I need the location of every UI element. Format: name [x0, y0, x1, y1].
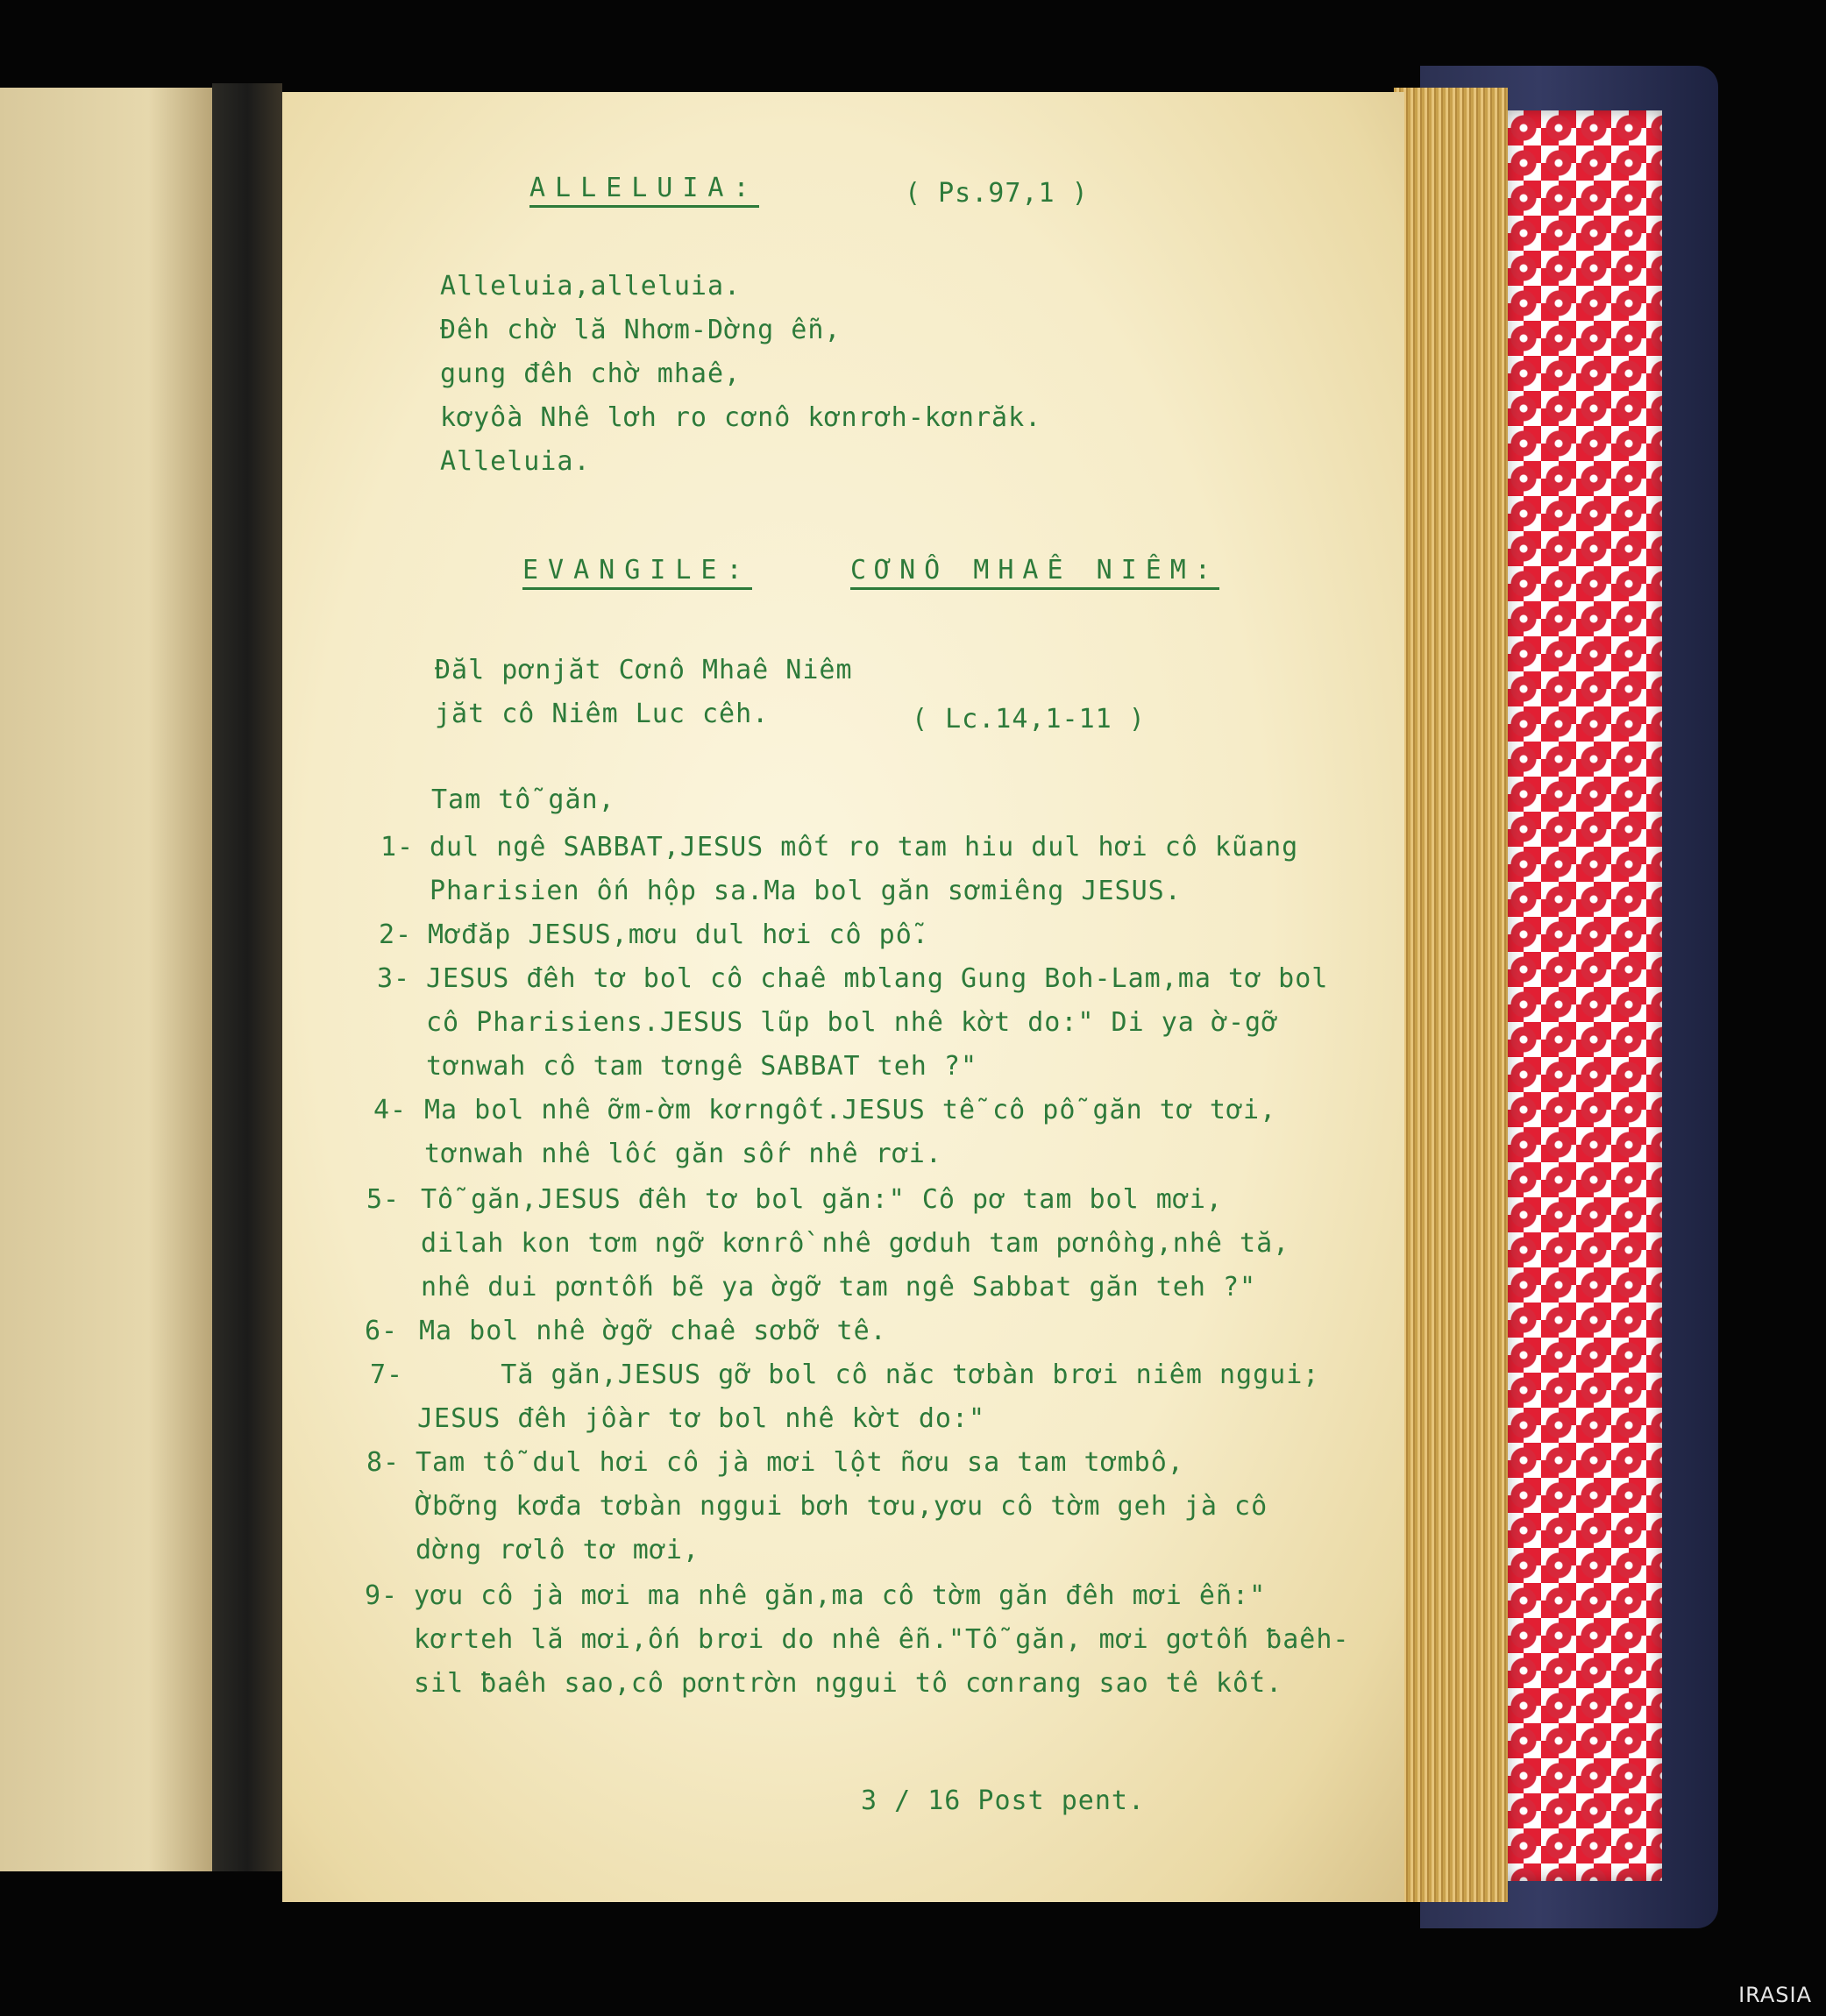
verse-line: kơrteh lă mơi,ốn brơi do nhê ễn."Tỗ găn, mơi gơtốh ƀaêh-: [414, 1624, 1350, 1655]
verse-line: Ờbỡng kơđa tơbàn nggui bơh tơu,yơu cô tờm geh jà cô: [416, 1491, 1268, 1522]
alleluia-heading-text: ALLELUIA:: [529, 173, 759, 208]
alleluia-reference: ( Ps.97,1 ): [905, 178, 1089, 209]
verse-line: dilah kon tơm ngỡ kơnrồ nhê gơduh tam pơnồng,nhê tă,: [421, 1228, 1290, 1259]
verse-line: Pharisien ốn hộp sa.Ma bol găn sơmiêng JESUS.: [430, 876, 1182, 906]
verse-line: Mơđăp JESUS,mơu dul hơi cô pỗ.: [428, 919, 929, 950]
verse-line: Ma bol nhê ỡm-ờm kơrngốt.JESUS tễ cô pỗ găn tơ tơi,: [424, 1095, 1277, 1125]
verse-line: dul ngê SABBAT,JESUS mốt ro tam hiu dul hơi cô kũang: [430, 832, 1299, 862]
verse-number: 1-: [380, 832, 415, 862]
evangile-subheading-text: CƠNÔ MHAÊ NIÊM:: [850, 555, 1219, 590]
page-footer: 3 / 16 Post pent.: [861, 1785, 1146, 1816]
alleluia-line: Alleluia,alleluia.: [440, 271, 742, 302]
evangile-heading-text: EVANGILE:: [522, 555, 752, 590]
verse-number: 4-: [373, 1095, 408, 1125]
alleluia-line: gung đêh chờ mhaê,: [440, 358, 742, 389]
book-gutter: [212, 83, 282, 1871]
page-edges: [1394, 88, 1508, 1902]
verse-number: 9-: [365, 1580, 399, 1611]
verse-line: JESUS đêh jồar tơ bol nhê kờt do:": [417, 1403, 986, 1434]
opening-line: Tam tỗ găn,: [431, 784, 615, 815]
verse-line: JESUS đêh tơ bol cô chaê mblang Gung Boh-Lam,ma tơ bol: [426, 963, 1329, 994]
verse-line: tơnwah nhê lốc găn sốr nhê rơi.: [424, 1139, 942, 1169]
alleluia-line: kơyồa Nhê lơh ro cơnô kơnrơh-kơnrăk.: [440, 402, 1042, 433]
verse-line: cô Pharisiens.JESUS lũp bol nhê kờt do:" Di ya ờ-gỡ: [426, 1007, 1279, 1038]
verse-line: Tam tỗ dul hơi cô jà mơi lột ñơu sa tam tơmbô,: [416, 1447, 1184, 1478]
verse-line: tơnwah cô tam tơngê SABBAT teh ?": [426, 1051, 978, 1082]
verse-line: Ma bol nhê ờgỡ chaê sơbỡ tê.: [419, 1316, 887, 1346]
verse-line: dờng rơlô tơ mơi,: [416, 1535, 700, 1565]
previous-page: [0, 88, 212, 1871]
intro-line: jăt cô Niêm Luc cêh.: [435, 699, 770, 729]
verse-number: 3-: [377, 963, 411, 994]
verse-line: Tỗ găn,JESUS đêh tơ bol găn:" Cô pơ tam bol mơi,: [421, 1184, 1223, 1215]
evangile-heading: [522, 555, 752, 586]
intro-reference: ( Lc.14,1-11 ): [912, 704, 1146, 735]
alleluia-line: Alleluia.: [440, 446, 591, 477]
typed-page: [282, 92, 1404, 1902]
intro-line: Đăl pơnjăt Cơnô Mhaê Niêm: [435, 655, 853, 685]
evangile-subheading: [850, 555, 1219, 586]
verse-line: yơu cô jà mơi ma nhê găn,ma cô tờm găn đêh mơi ễn:": [414, 1580, 1267, 1611]
alleluia-line: Đêh chờ lă Nhơm-Dờng ễn,: [440, 315, 842, 345]
verse-number: 8-: [366, 1447, 401, 1478]
verse-line: Tă găn,JESUS gỡ bol cô năc tơbàn brơi niêm nggui;: [417, 1359, 1320, 1390]
patterned-spine: [1506, 110, 1662, 1881]
verse-number: 2-: [379, 919, 413, 950]
alleluia-heading: [529, 173, 759, 203]
verse-number: 7-: [370, 1359, 404, 1390]
verse-number: 6-: [365, 1316, 399, 1346]
verse-number: 5-: [366, 1184, 401, 1215]
verse-line: sil ƀaêh sao,cô pơntrờn nggui tô cơnrang sao tê kốt.: [414, 1668, 1283, 1699]
verse-line: nhê dui pơntốh bẽ ya ờgỡ tam ngê Sabbat găn teh ?": [421, 1272, 1257, 1303]
archive-watermark: IRASIA: [1738, 1983, 1812, 2007]
